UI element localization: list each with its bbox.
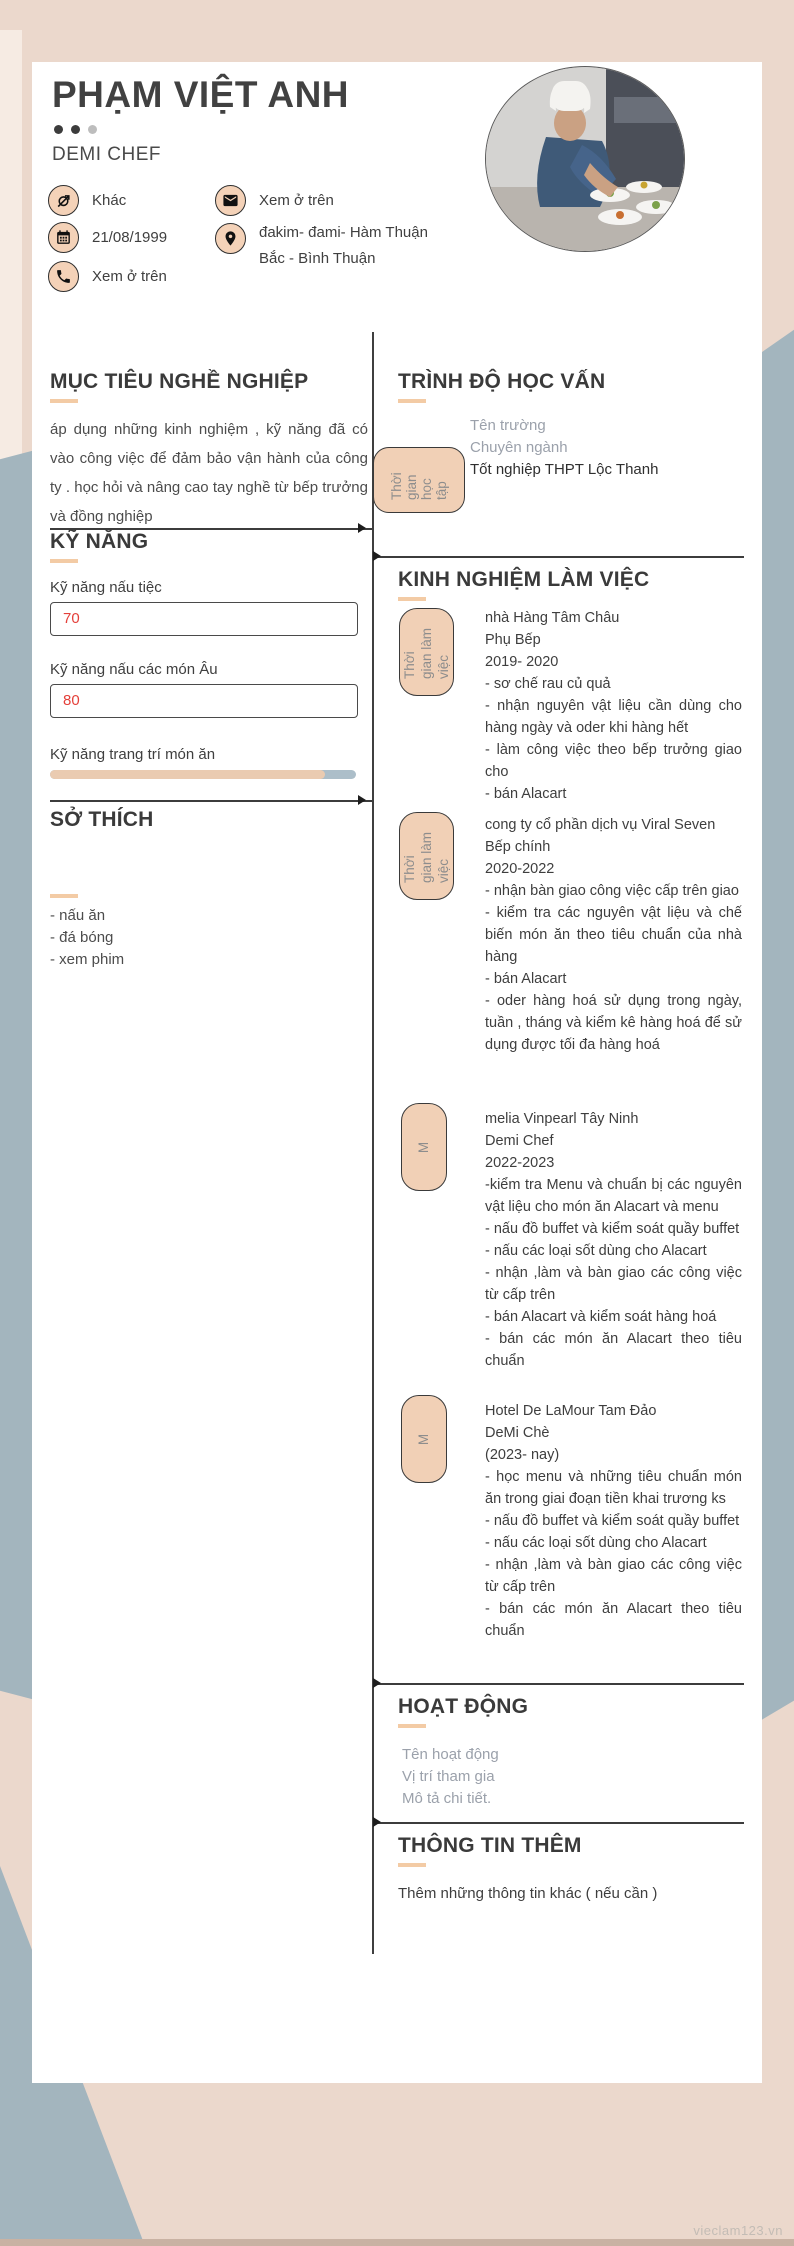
job-position: Bếp chính (485, 839, 551, 855)
job-bullet: - nấu các loại sốt dùng cho Alacart (485, 1243, 707, 1259)
activity-placeholder: Tên hoạt động (402, 1746, 499, 1763)
job-company: cong ty cổ phần dịch vụ Viral Seven (485, 817, 716, 833)
email-value: Xem ở trên (259, 192, 334, 209)
education-heading: TRÌNH ĐỘ HỌC VẤN (398, 370, 606, 393)
calendar-icon (48, 222, 79, 253)
education-placeholder: Tên trường (470, 417, 546, 434)
job-time-pill (401, 1395, 447, 1483)
phone-value: Xem ở trên (92, 268, 167, 285)
job-bullet: - nhận ,làm và bàn giao các công việc từ cấp trên (485, 1557, 742, 1595)
chef-photo-illustration (486, 67, 684, 251)
heading-underline (398, 1863, 426, 1867)
job-bullet: - nấu đồ buffet và kiểm soát quầy buffet (485, 1513, 740, 1529)
heading-underline (50, 894, 78, 898)
education-time-pill (373, 447, 465, 513)
activities-heading: HOẠT ĐỘNG (398, 1695, 529, 1718)
job-bullet: - nhận bàn giao công việc cấp trên giao (485, 883, 739, 899)
job-time-pill (401, 1103, 447, 1191)
job-entry (485, 1108, 742, 1372)
job-company: melia Vinpearl Tây Ninh (485, 1111, 639, 1127)
job-bullet: - bán Alacart (485, 971, 567, 987)
section-objective (50, 370, 368, 531)
job-bullet: - làm công việc theo bếp trưởng giao cho (485, 742, 742, 780)
section-experience (372, 556, 747, 1686)
skill-value-input[interactable]: 70 (50, 602, 358, 636)
activity-placeholder: Mô tả chi tiết. (402, 1790, 492, 1807)
job-bullets (485, 1174, 742, 1372)
job-bullet: - bán Alacart và kiểm soát hàng hoá (485, 1309, 717, 1325)
heading-underline (398, 597, 426, 601)
experience-heading: KINH NGHIỆM LÀM VIỆC (398, 568, 650, 591)
job-bullet: - nhận ,làm và bàn giao các công việc từ cấp trên (485, 1265, 742, 1303)
job-bullets (485, 673, 742, 805)
objective-heading: MỤC TIÊU NGHỀ NGHIỆP (50, 370, 309, 393)
education-time-label: Thời gian học tập (389, 472, 449, 500)
birthday-value: 21/08/1999 (92, 229, 168, 246)
dot (71, 125, 80, 134)
skill-label: Kỹ năng trang trí món ăn (50, 746, 216, 763)
job-period: 2020-2022 (485, 861, 555, 877)
skill-progress-fill (50, 770, 325, 779)
objective-text: áp dụng những kinh nghiệm , kỹ năng đã có vào công việc để đảm bảo vận hành của công ty . học hỏi và nâng cao tay nghề từ bếp trưởng và đồng nghiệp (50, 421, 368, 525)
job-bullet: - kiểm tra các nguyên vật liệu và chế biến món ăn theo tiêu chuẩn của nhà hàng (485, 905, 742, 965)
section-skills (50, 530, 372, 779)
job-time-label: M (416, 1141, 432, 1153)
job-entry (485, 1400, 742, 1642)
job-time-label: Thời gian làm việc (402, 831, 451, 883)
job-bullet: - oder hàng hoá sử dụng trong ngày, tuần , tháng và kiểm kê hàng hoá để sử dụng được tối đa hàng hoá (485, 993, 742, 1053)
education-degree: Tốt nghiệp THPT Lộc Thanh (470, 461, 659, 478)
job-bullet: - bán các món ăn Alacart theo tiêu chuẩn (485, 1331, 742, 1369)
name-dots (54, 125, 97, 134)
heading-underline (398, 399, 426, 403)
hobby-item: - đá bóng (50, 929, 114, 946)
skill-value-input[interactable]: 80 (50, 684, 358, 718)
dot (54, 125, 63, 134)
decor-top-left-strip (0, 30, 22, 460)
job-period: (2023- nay) (485, 1447, 560, 1463)
hobby-list (50, 905, 372, 971)
avatar (485, 66, 685, 252)
decor-bottom-edge-line (0, 2239, 794, 2246)
hobbies-heading: SỞ THÍCH (50, 808, 154, 831)
activity-placeholder: Vị trí tham gia (402, 1768, 495, 1785)
additional-text: Thêm những thông tin khác ( nếu cần ) (398, 1885, 658, 1902)
job-bullets (485, 880, 742, 1056)
hobby-item: - xem phim (50, 951, 125, 968)
watermark: vieclam123.vn (693, 2223, 783, 2238)
activities-placeholders (402, 1744, 747, 1810)
additional-heading: THÔNG TIN THÊM (398, 1834, 582, 1857)
job-period: 2022-2023 (485, 1155, 555, 1171)
job-time-label: Thời gian làm việc (402, 627, 451, 679)
address-value: đakim- đami- Hàm Thuận Bắc - Bình Thuận (259, 224, 428, 267)
skills-heading: KỸ NĂNG (50, 530, 149, 553)
heading-underline (50, 559, 78, 563)
education-placeholder: Chuyên ngành (470, 439, 568, 456)
job-entry (485, 814, 742, 1056)
job-bullet: - nấu các loại sốt dùng cho Alacart (485, 1535, 707, 1551)
divider-arrow-icon (358, 795, 366, 805)
candidate-name: PHẠM VIỆT ANH (52, 74, 350, 115)
gender-icon (48, 185, 79, 216)
job-period: 2019- 2020 (485, 654, 559, 670)
cv-card (32, 62, 762, 2083)
mail-icon (215, 185, 246, 216)
candidate-job-title: DEMI CHEF (52, 144, 161, 165)
job-bullet: - bán các món ăn Alacart theo tiêu chuẩn (485, 1601, 742, 1639)
location-icon (215, 223, 246, 254)
job-entry (485, 607, 742, 805)
heading-underline (398, 1724, 426, 1728)
job-position: Phụ Bếp (485, 632, 541, 648)
section-divider-line (50, 800, 372, 802)
section-additional-info (372, 1822, 747, 1902)
skill-label: Kỹ năng nấu tiệc (50, 579, 162, 596)
job-time-pill (399, 608, 454, 696)
section-education (372, 370, 747, 500)
skill-label: Kỹ năng nấu các món Âu (50, 661, 218, 678)
job-position: DeMi Chè (485, 1425, 550, 1441)
hobby-item: - nấu ăn (50, 907, 106, 924)
job-company: nhà Hàng Tâm Châu (485, 610, 620, 626)
job-bullet: - sơ chế rau củ quả (485, 676, 611, 692)
job-bullet: - học menu và những tiêu chuẩn món ăn trong giai đoạn tiền khai trương ks (485, 1469, 742, 1507)
job-bullet: - nấu đồ buffet và kiểm soát quầy buffet (485, 1221, 740, 1237)
job-bullet: - bán Alacart (485, 786, 567, 802)
gender-value: Khác (92, 192, 127, 209)
job-bullets (485, 1466, 742, 1642)
job-bullet: - nhận nguyên vật liệu cần dùng cho hàng ngày và oder khi hàng hết (485, 698, 742, 736)
job-company: Hotel De LaMour Tam Đảo (485, 1403, 657, 1419)
heading-underline (50, 399, 78, 403)
phone-icon (48, 261, 79, 292)
job-time-label: M (416, 1433, 432, 1445)
section-hobbies (50, 808, 372, 971)
dot (88, 125, 97, 134)
job-bullet: -kiểm tra Menu và chuẩn bị các nguyên vật liệu cho món ăn Alacart và menu (485, 1177, 742, 1215)
job-time-pill (399, 812, 454, 900)
section-activities (372, 1683, 747, 1810)
skill-progress-bar (50, 770, 356, 779)
job-position: Demi Chef (485, 1133, 554, 1149)
